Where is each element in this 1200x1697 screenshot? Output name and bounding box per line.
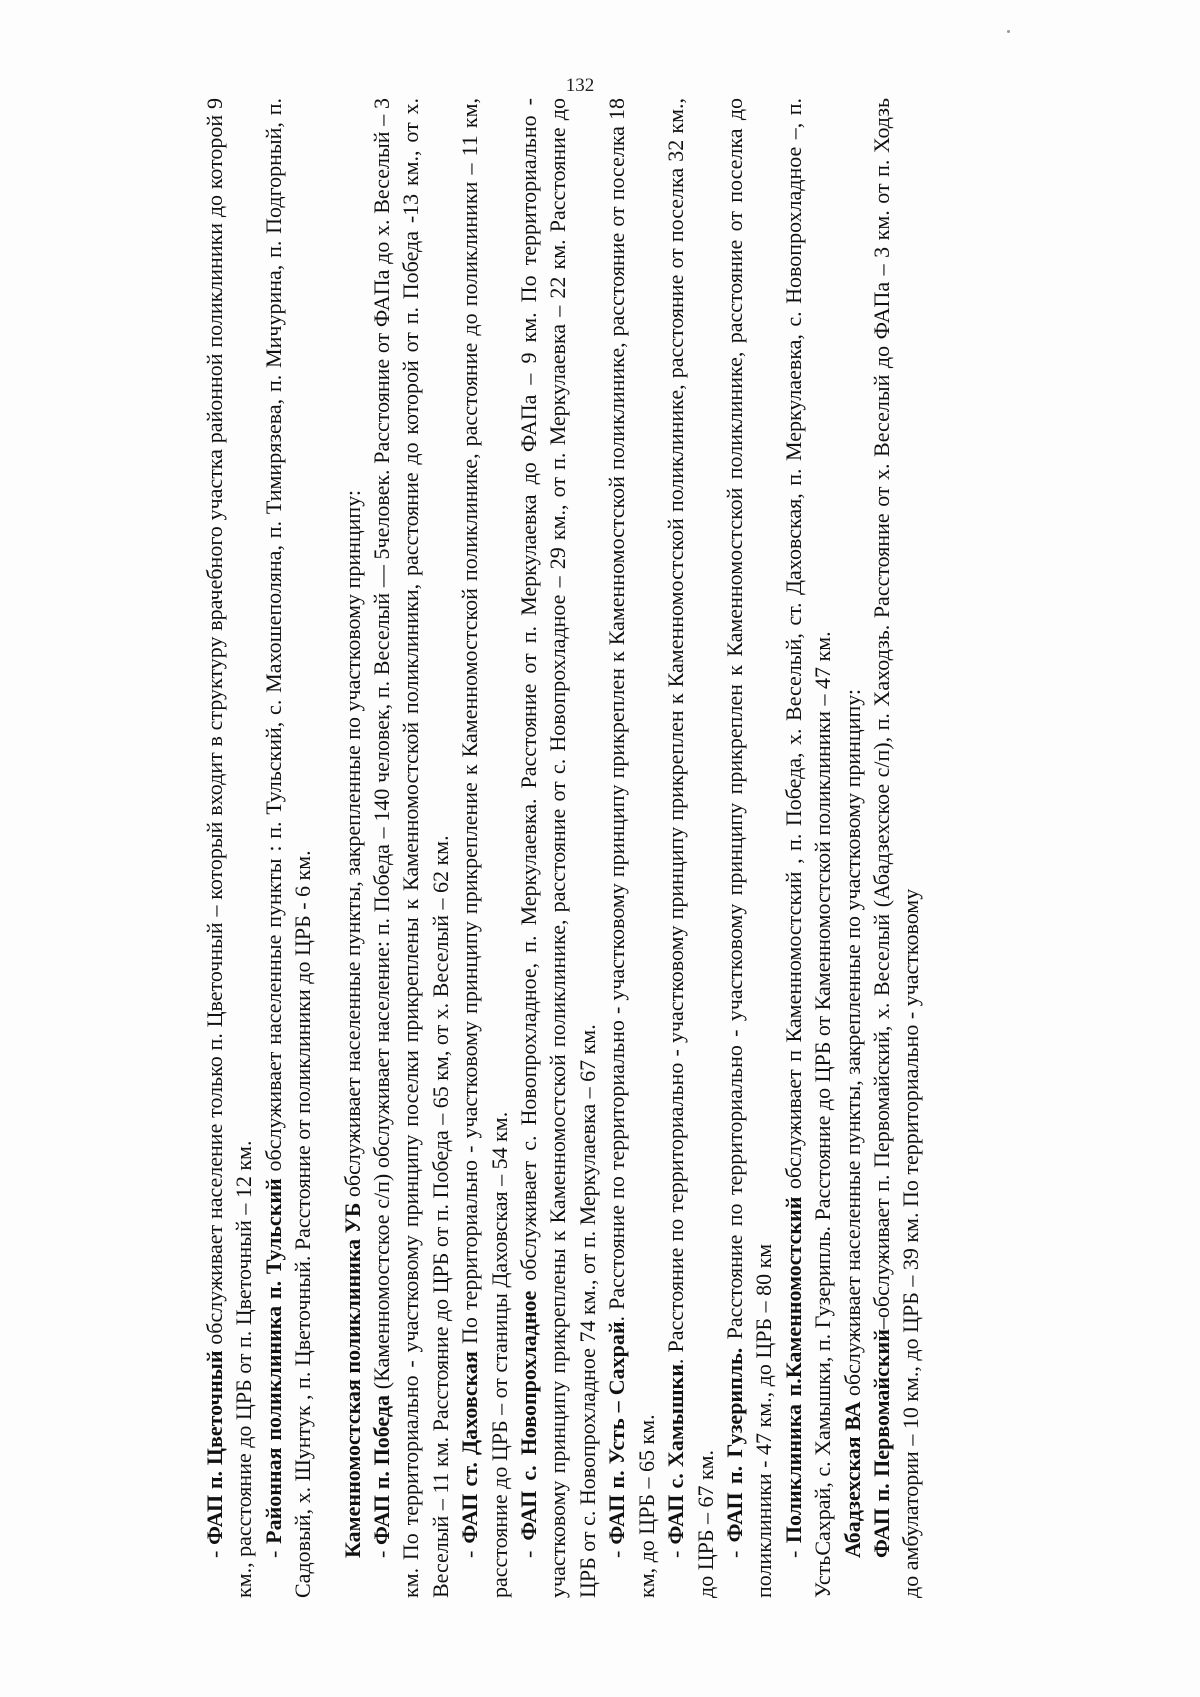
paragraph-rayonnaya-poliklinika: - Районная поликлиника п. Тульский обслуживает населенные пункты : п. Тульский, с. Махошеполяна, п. Тимирязева, п. Мичурина, п. Подгорный, п. Садовый, х. Шунтук , п. Цветочный. Расстояние от поликлиники до ЦРБ - 6 км. [260, 98, 316, 1598]
paragraph-title: ФАП с. Новопрохладное [516, 1290, 542, 1541]
paragraph-text: . Расстояние по территориально - участковому принципу прикреплен к Каменномостской поликлинике, расстояние от поселка 18 км, до ЦРБ – 65 км. [604, 97, 659, 1598]
paragraph-title: Поликлиника п.Каменномостский [780, 1196, 806, 1544]
paragraph-fap-khamyshki: - ФАП с. Хамышки. Расстояние по территориально - участковому принципу прикреплен к Каменномостской поликлинике, расстояние от поселка 32 км., до ЦРБ – 67 км. [663, 98, 718, 1598]
paragraph-abadzekhskaya-va [838, 98, 867, 1598]
paragraph-text: обслуживает с. Новопрохладное, п. Меркулаевка. Расстояние от п. Меркулаевка до ФАПа – 9 км. По территориально - участковому принципу прикреплены к Каменномостской поликлинике, расстояние от с. Новопрохладное – 29 км., от п. Меркулаевка – 22 км. Расстояние до ЦРБ от с. Новопрохладное 74 км., от п. Меркулаевка – 67 км. [516, 98, 600, 1598]
paragraph-text: По территориально - участковому принципу прикрепление к Каменномостской поликлинике, расстояние до поликлиники – 11 км, расстояние до ЦРБ – от станицы Даховская – 54 км. [457, 98, 512, 1598]
paragraph-text: –обслуживает п. Первомайский, х. Веселый (Абадзехское с/п), п. Хаходзь. Расстояние от х. Веселый до ФАПа – 3 км. от п. Ходзь до амбулатории – 10 км., до ЦРБ – 39 км. По территориально - участковому [868, 98, 924, 1598]
paragraph-poliklinika-kamennomostsky: - Поликлиника п.Каменномостский обслуживает п Каменномостский , п. Победа, х. Веселый, ст. Даховская, п. Меркулаевка, с. Новопрохладное –, п. УстьСахрай, с. Хамышки, п. Гузерипль. Расстояние до ЦРБ от Каменномостской поликлиники – 47 км. [780, 97, 836, 1598]
paragraph-title: ФАП с. Хамышки [663, 1364, 689, 1545]
paragraph-fap-novoprokhladnoe: - ФАП с. Новопрохладное обслуживает с. Новопрохладное, п. Меркулаевка. Расстояние от п. Меркулаевка до ФАПа – 9 км. По территориально - участковому принципу прикреплены к Каменномостской поликлинике, расстояние от с. Новопрохладное – 29 км., от п. Меркулаевка – 22 км. Расстояние до ЦРБ от с. Новопрохладное 74 км., от п. Меркулаевка – 67 км. [516, 98, 600, 1598]
page-number: 132 [565, 75, 595, 96]
paragraph-title: ФАП п. Усть – Сахрай [604, 1321, 630, 1545]
paragraph-text: обслуживает население только п. Цветочный – который входит в структуру врачебного участка районной поликлиники до которой 9 км., расстояние до ЦРБ от п. Цветочный – 12 км. [202, 97, 257, 1598]
paragraph-title: ФАП п. Гузерипль. [721, 1347, 747, 1543]
paragraph-title: Абадзехская ВА [839, 1401, 865, 1558]
body-text [200, 98, 926, 1598]
paragraph-text: обслуживает населенные пункты, закрепленные по участковому принципу: [339, 489, 365, 1203]
scan-speck [1007, 30, 1010, 33]
paragraph-fap-ust-sakhray: - ФАП п. Усть – Сахрай. Расстояние по территориально - участковому принципу прикреплен к Каменномостской поликлинике, расстояние от поселка 18 км, до ЦРБ – 65 км. [604, 97, 659, 1598]
paragraph-title: ФАП ст. Даховская [457, 1351, 483, 1544]
paragraph-text: (Каменномостское с/п) обслуживает население: п. Победа – 140 человек, п. Веселый — 5человек. Расстояние от ФАПа до х. Веселый – 3 км. По территориально - участковому принципу поселки прикреплены к Каменномостской поликлиники, расстояние до которой от п. Победа -13 км., от х. Веселый – 11 км. Расстояние до ЦРБ от п. Победа – 65 км, от х. Веселый – 62 км. [369, 98, 453, 1598]
paragraph-fap-tsvetochny: - ФАП п. Цветочный обслуживает население только п. Цветочный – который входит в структуру врачебного участка районной поликлиники до которой 9 км., расстояние до ЦРБ от п. Цветочный – 12 км. [202, 97, 257, 1598]
rotated-content [150, 75, 1050, 1618]
paragraph-fap-guzeripl: - ФАП п. Гузерипль. Расстояние по территориально - участковому принципу прикреплен к Каменномостской поликлинике, расстояние от поселка до поликлиники - 47 км., до ЦРБ – 80 км [721, 97, 777, 1598]
paragraph-fap-pobeda: - ФАП п. Победа (Каменномостское с/п) обслуживает население: п. Победа – 140 человек, п. Веселый — 5человек. Расстояние от ФАПа до х. Веселый – 3 км. По территориально - участковому принципу поселки прикреплены к Каменномостской поликлиники, расстояние до которой от п. Победа -13 км., от х. Веселый – 11 км. Расстояние до ЦРБ от п. Победа – 65 км, от х. Веселый – 62 км. [369, 98, 453, 1598]
paragraph-text: обслуживает населенные пункты : п. Тульский, с. Махошеполяна, п. Тимирязева, п. Мичурина, п. Подгорный, п. Садовый, х. Шунтук , п. Цветочный. Расстояние от поликлиники до ЦРБ - 6 км. [260, 98, 316, 1598]
paragraph-text: . Расстояние по территориально - участковому принципу прикреплен к Каменномостской поликлинике, расстояние от поселка 32 км., до ЦРБ – 67 км. [663, 98, 718, 1598]
paragraph-title: ФАП п. Цветочный [202, 1350, 227, 1545]
paragraph-title: ФАП п. Победа [369, 1394, 395, 1545]
paragraph-text: обслуживает населенные пункты, закрепленные по участковому принципу: [839, 688, 865, 1402]
paragraph-fap-pervomaysky [867, 98, 926, 1598]
paragraph-kamennomostskaya-poliklinika [338, 98, 367, 1598]
paragraph-text: обслуживает п Каменномостский , п. Победа, х. Веселый, ст. Даховская, п. Меркулаевка, с. Новопрохладное –, п. УстьСахрай, с. Хамышки, п. Гузерипль. Расстояние до ЦРБ от Каменномостской поликлиники – 47 км. [780, 97, 836, 1598]
paragraph-text: Расстояние по территориально - участковому принципу прикреплен к Каменномостской поликлинике, расстояние от поселка до поликлиники - 47 км., до ЦРБ – 80 км [721, 97, 777, 1598]
paragraph-title: ФАП п. Первомайский [868, 1329, 894, 1558]
paragraph-fap-dakhovskaya: - ФАП ст. Даховская По территориально - участковому принципу прикрепление к Каменномостской поликлинике, расстояние до поликлиники – 11 км, расстояние до ЦРБ – от станицы Даховская – 54 км. [457, 98, 512, 1598]
paragraph-title: Каменномостская поликлиника УБ [339, 1202, 365, 1558]
paragraph-title: Районная поликлиника п. Тульский [260, 1178, 286, 1544]
